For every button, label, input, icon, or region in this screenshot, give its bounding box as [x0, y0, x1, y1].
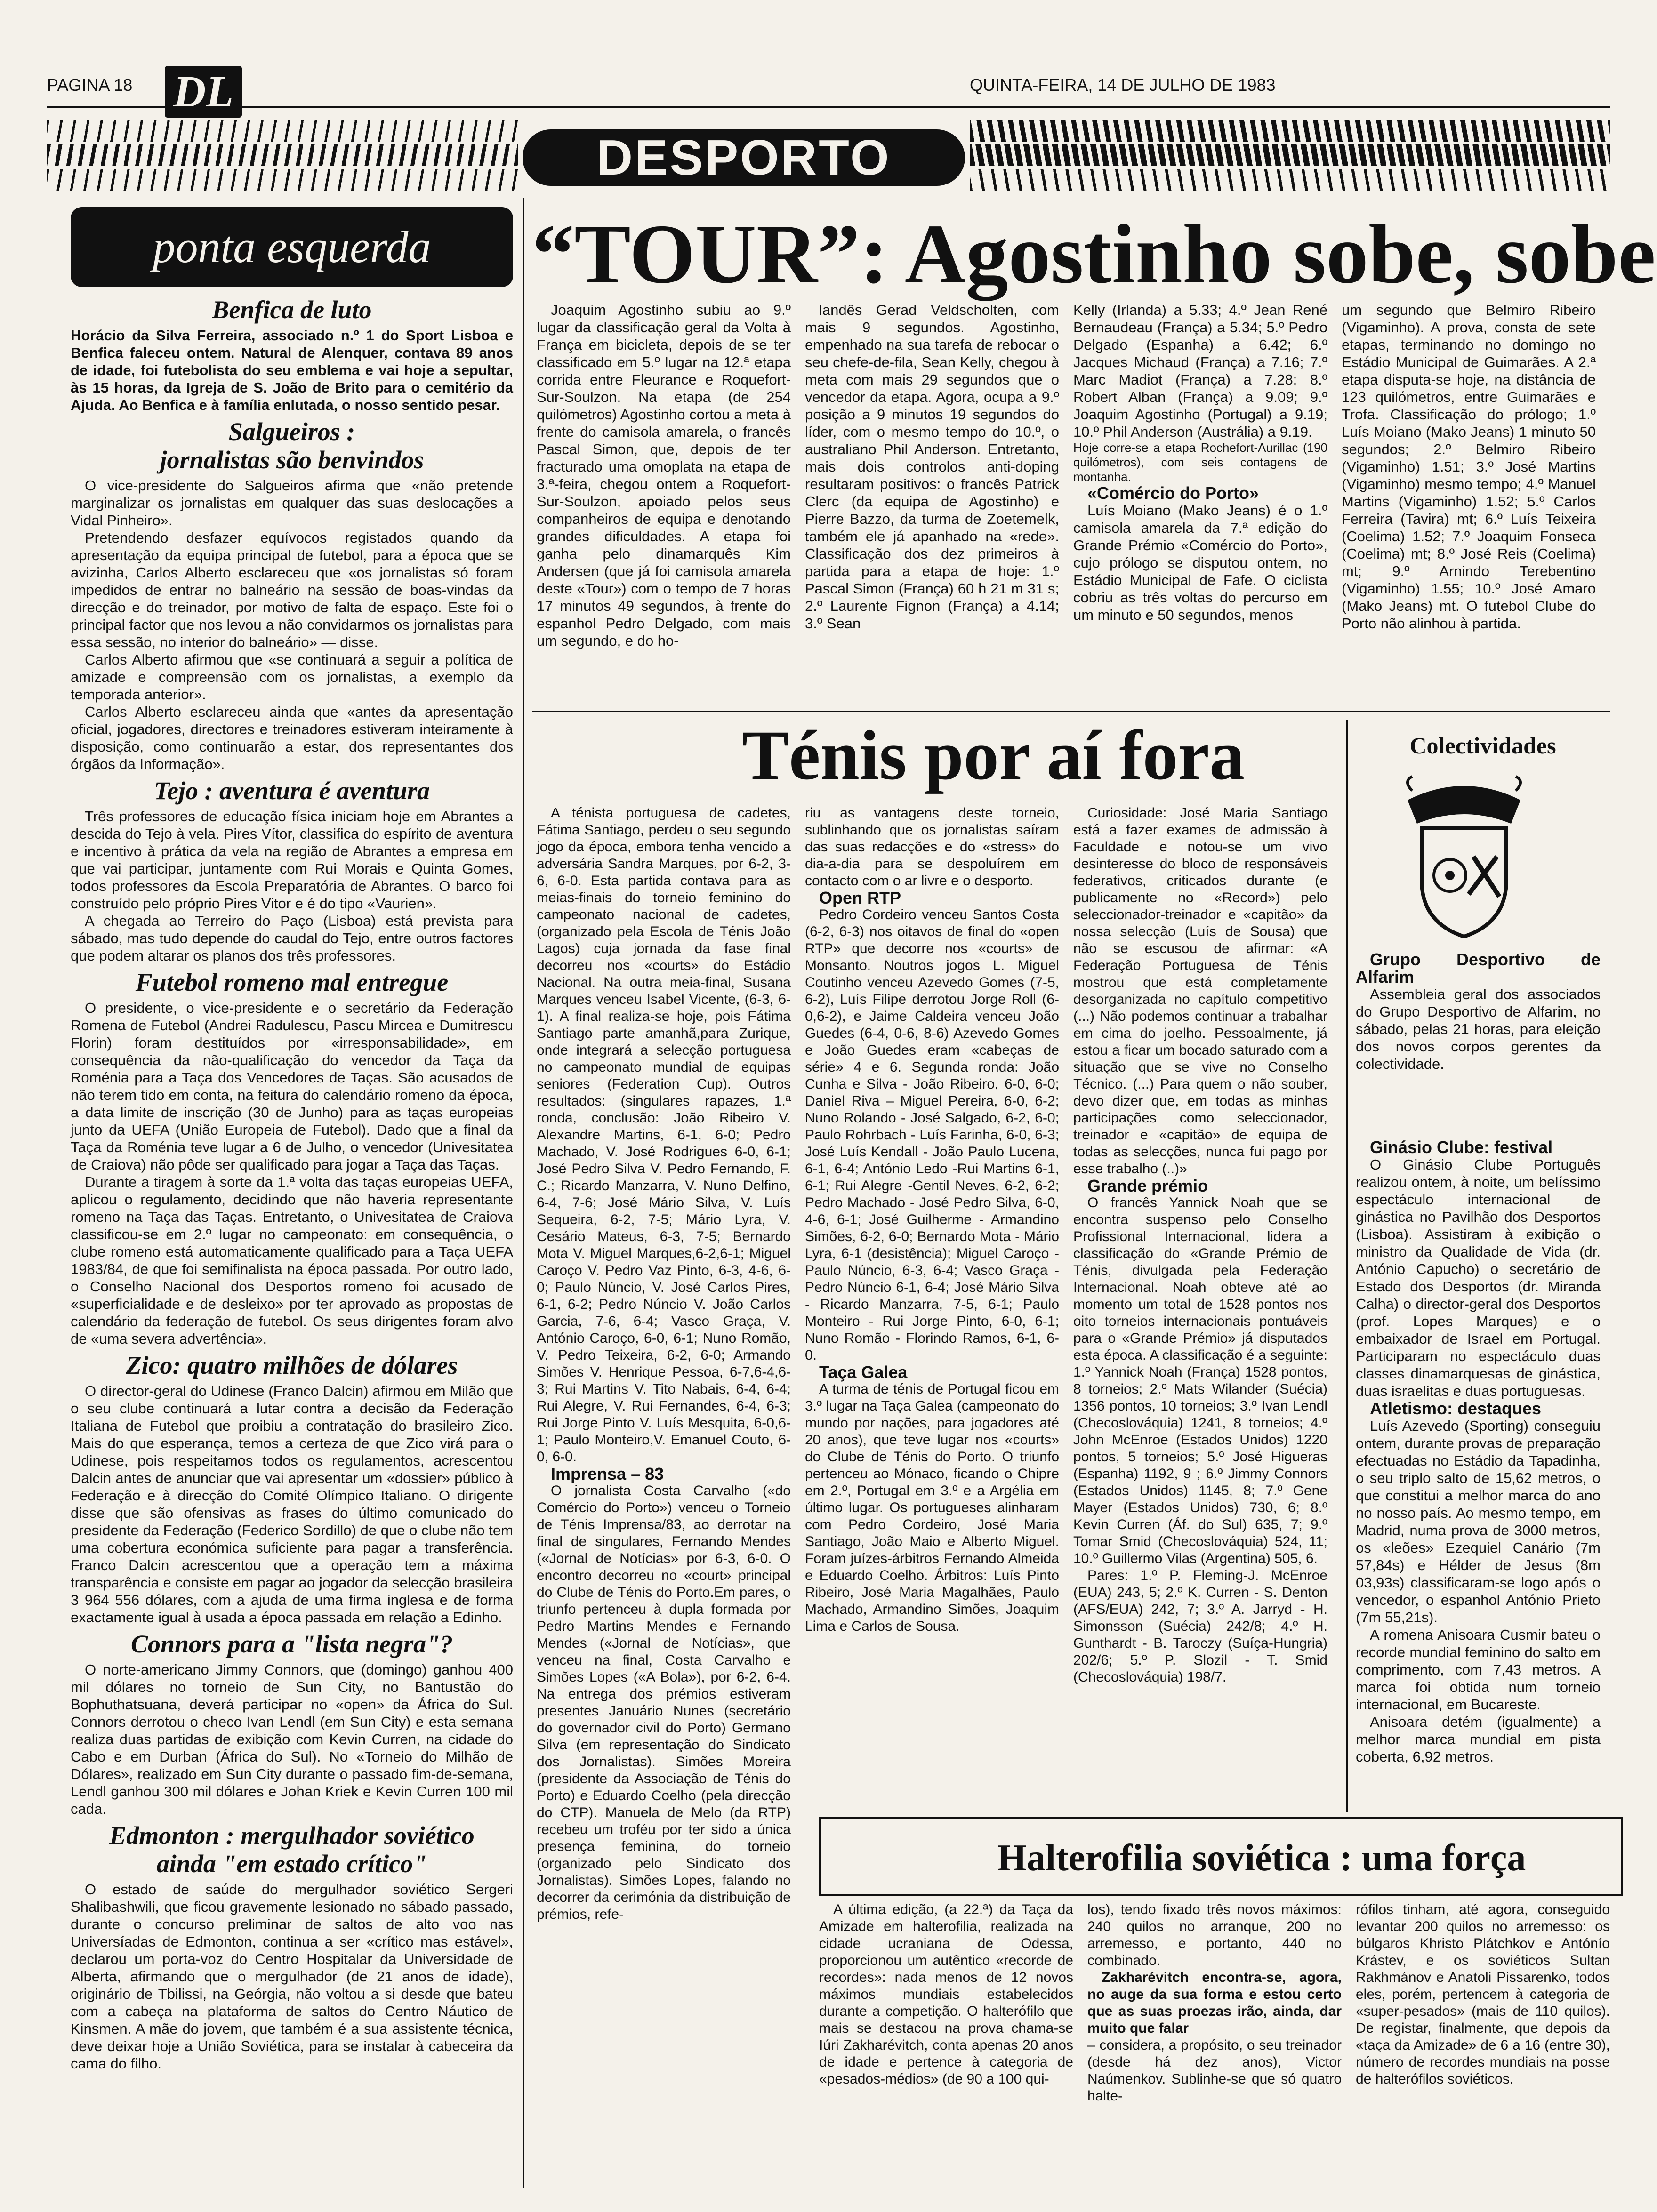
ginasio-subhead: Ginásio Clube: festival	[1370, 1138, 1553, 1157]
edmonton-headline-2: ainda "em estado crítico"	[156, 1850, 427, 1878]
page-number: PAGINA 18	[47, 75, 133, 95]
grande-premio-subhead: Grande prémio	[1087, 1176, 1208, 1195]
zico-p1: O director-geral do Udinese (Franco Dalcin) afirmou em Milão que o seu clube continuará a lutar contra a decisão da Federação Italiana de Futebol que proibiu a contratação do brasileiro Zico. Mais do que esperança, temos a certeza de que Zico virá para o Udinese, pois respeitamos todos os regulamentos, acrescentou Dalcin antes de anunciar que vai apresentar um «dossier» público à Federação e à direcção do Comité Olímpico Italiano. O dirigente disse que são ofensivas as frases do último comunicado do presidente da Federação (Federico Sordillo) de que o clube não tem uma cobertura económica suficiente para pagar a transferência. Franco Dalcin acrescentou que a operação tem a máxima transparência e consiste em pagar ao jogador da selecção brasileira 3 964 556 dólares, com a ajuda de uma firma inglesa e de forma exactamente igual à usada a época passada em relação a Edinho.	[71, 1383, 513, 1626]
atletismo-text-2: A romena Anisoara Cusmir bateu o recorde mundial feminino do salto em comprimento, com 7,43 metros. A marca foi obtida num torneio internacional, em Bucareste.	[1356, 1627, 1601, 1713]
atletismo-subhead: Atletismo: destaques	[1370, 1399, 1542, 1418]
halt-col-1-text: A última edição, (a 22.ª) da Taça da Amizade em halterofilia, realizada na cidade ucraniana de Odessa, proporcionou um autêntico «recorde de recordes»: nada menos de 12 novos máximos mundiais estabelecidos durante a competição. O halterófilo que mais se destacou na prova chama-se Iúri Zakharévitch, conta apenas 20 anos de idade e pertence à categoria de «pesados-médios» (de 90 a 100 qui-	[819, 1902, 1073, 2087]
tour-headline: “TOUR”: Agostinho sobe, sobe	[532, 207, 1656, 301]
left-column	[71, 292, 513, 2072]
tour-col-2-text: landês Gerad Veldscholten, com mais 9 segundos. Agostinho, empenhado na sua tarefa de rebocar o seu chefe-de-fila, Sean Kelly, chegou à meta com mais 29 segundos que o vencedor da etapa. Agora, ocupa a 9.º posição a 9 minutos 19 segundos do líder, com o mesmo tempo do 10.º, o australiano Phil Anderson. Entretanto, mais dois controlos anti-doping resultaram positivos: o francês Patrick Clerc (da equipa de Agostinho) e Pierre Bazzo, da turma de Zoetemelk, também ele já apanhado na «rede». Classificação dos dez primeiros à partida para a etapa de hoje: 1.º Pascal Simon (França) 60 h 21 m 31 s; 2.º Laurente Fignon (França) a 4.14; 3.º Sean	[805, 302, 1059, 632]
tenis-col-2	[805, 805, 1059, 1635]
salgueiros-p2: Pretendendo desfazer equívocos registados quando da apresentação da equipa principal de futebol, para a época que se avizinha, Carlos Alberto esclareceu que «os jornalistas só foram impedidos de entrar no balneário na sessão de boas-vindas da direcção e do treinador, por motivo de falta de espaço. Este foi o principal factor que nos levou a não convidarmos os jornalistas para essa sessão, no interior do balneário» — disse.	[71, 529, 513, 650]
zico-headline: Zico: quatro milhões de dólares	[126, 1351, 458, 1379]
halterofilia-headline: Halterofilia soviética : uma força	[997, 1837, 1526, 1879]
tenis-col-3	[1073, 805, 1327, 1686]
alfarim-text: Assembleia geral dos associados do Grupo Desportivo de Alfarim, no sábado, pelas 21 horas, para eleição dos novos corpos gerentes da colectividade.	[1356, 986, 1601, 1072]
tour-col-4-text: um segundo que Belmiro Ribeiro (Vigaminho). A prova, consta de sete etapas, terminando no domingo no Estádio Municipal de Guimarães. A 2.ª etapa disputa-se hoje, na distância de 123 quilómetros, entre Guimarães e Trofa. Classificação do prólogo; 1.º Luís Moiano (Mako Jeans) 1 minuto 50 segundos; 2.º Belmiro Ribeiro (Vigaminho) 1.51; 3.º José Martins (Vigaminho) mesmo tempo; 4.º Manuel Martins (Vigaminho) 1.52; 5.º Carlos Ferreira (Tavira) mt; 6.º Luís Teixeira (Coelima) 1.52; 7.º Joaquim Fonseca (Coelima) mt; 8.º José Reis (Coelima) mt; 9.º Arnindo Terebentino (Vigaminho) 1.55; 10.º José Amaro (Mako Jeans) mt. O futebol Clube do Porto não alinhou à partida.	[1342, 302, 1596, 632]
halt-col-1	[819, 1901, 1073, 2088]
tour-col-3-text-2: Luís Moiano (Mako Jeans) é o 1.º camisola amarela da 7.ª edição do Grande Prémio «Comércio do Porto», cujo prólogo se disputou ontem, no Estádio Municipal de Fafe. O ciclista cobriu as três voltas do percurso em um minuto e 50 segundos, menos	[1073, 502, 1327, 623]
club-crest-icon	[1393, 772, 1535, 941]
tenis-col-3-text-3: Pares: 1.º P. Fleming-J. McEnroe (EUA) 243, 5; 2.º K. Curren - S. Denton (AFS/EUA) 242, 7; 3.º A. Jarryd - H. Simonsson (Suécia) 242/8; 4.º H. Gunthardt - B. Taroczy (Suíça-Hungria) 202/6; 5.º P. Slozil - T. Smid (Checoslováquia) 198/7.	[1073, 1568, 1327, 1685]
halt-col-2-text-2: – considera, a propósito, o seu treinador (desde há dez anos), Victor Naúmenkov. Sublinhe-se que só quatro halte-	[1087, 2037, 1342, 2104]
halt-col-2-quote: Zakharévitch encontra-se, agora, no auge da sua forma e estou certo que as suas proezas irão, ainda, dar muito que falar	[1087, 1970, 1342, 2036]
section-banner: DESPORTO	[523, 129, 965, 186]
tejo-p1: Três professores de educação física iniciam hoje em Abrantes a descida do Tejo à vela. Pires Vítor, classifica do espírito de aventura e incentivo à prática da vela na região de Abrantes a empresa em que vai participar, juntamente com Rui Morais e Quinta Gomes, todos professores da Escola Preparatória de Abrantes. O barco foi construído pelo próprio Pires Vitor e é do tipo «Vaurien».	[71, 808, 513, 912]
tour-col-1	[537, 301, 791, 649]
halt-col-2	[1087, 1901, 1342, 2105]
halt-col-3	[1356, 1901, 1610, 2088]
salgueiros-headline: Salgueiros :	[228, 417, 355, 446]
taca-galea-subhead: Taça Galea	[819, 1362, 908, 1382]
salgueiros-p1: O vice-presidente do Salgueiros afirma que «não pretende marginalizar os jornalistas em qualquer das suas deslocações a Vidal Pinheiro».	[71, 477, 513, 529]
ginasio-text: O Ginásio Clube Português realizou ontem, à noite, um belíssimo espectáculo internacional de ginástica no Pavilhão dos Desportos (Lisboa). Assistiram à exibição o ministro da Qualidade de Vida (dr. António Capucho) o secretário de Estado dos Desportos (dr. Miranda Calha) o director-geral dos Desportos (prof. Lopes Marques) e o embaixador de Israel em Portugal. Participaram no espectáculo duas classes dinamarquesas de ginástica, duas israelitas e duas portuguesas.	[1356, 1156, 1601, 1399]
issue-date: QUINTA-FEIRA, 14 DE JULHO DE 1983	[970, 75, 1276, 95]
stripes-right	[970, 120, 1610, 191]
halt-col-2-text: los), tendo fixado três novos máximos: 240 quilos no arranque, 200 no arremesso, e portanto, 440 no combinado.	[1087, 1902, 1342, 1968]
halt-col-3-text: rófilos tinham, até agora, conseguido levantar 200 quilos no arremesso: os búlgaros Khristo Plátchkov e Antónío Krástev, e os soviéticos Sultan Rakhmánov e Anatoli Pissarenko, todos eles, porém, pertencem à categoria de «super-pesados» (mais de 110 quilos). De registar, finalmente, que depois da «taça da Amizade» de 6 a 16 (entre 30), número de recordes mundiais na posse de halterófilos soviéticos.	[1356, 1902, 1610, 2087]
benfica-headline: Benfica de luto	[212, 296, 372, 324]
tenis-col-3-text-2: O francês Yannick Noah que se encontra suspenso pelo Conselho Profissional Internacional, lidera a classificação do «Grande Prémio de Ténis, divulgada pela Federação Internacional. Noah obteve até ao momento um total de 1528 pontos nos oito torneios internacionais pontuáveis para o «Grande Prémio» já disputados esta época. A classificação é a seguinte: 1.º Yannick Noah (França) 1528 pontos, 8 torneios; 2.º Mats Wilander (Suécia) 1356 pontos, 10 torneios; 3.º Ivan Lendl (Checoslováquia) 1241, 8 torneios; 4.º John McEnroe (Estados Unidos) 1220 pontos, 5 torneios; 5.º José Higueras (Espanha) 1192, 9 ; 6.º Jimmy Connors (Estados Unidos) 1145, 8; 7.º Gene Mayer (Estados Unidos) 730, 6; 8.º Kevin Curren (Áf. do Sul) 635, 7; 9.º Tomar Smid (Checoslováquia) 524, 11; 10.º Guillermo Vilas (Argentina) 505, 6.	[1073, 1195, 1327, 1566]
salgueiros-p3: Carlos Alberto afirmou que «se continuará a seguir a política de amizade e compreensão com os jornalistas, a exemplo da temporada anterior».	[71, 651, 513, 703]
header-rule	[47, 106, 1610, 108]
atletismo-text: Luís Azevedo (Sporting) conseguiu ontem, durante provas de preparação efectuadas no Estádio da Tapadinha, o seu triplo salto de 15,62 metros, o que constitui a melhor marca do ano no nosso país. Ao mesmo tempo, em Madrid, numa prova de 3000 metros, os «leões» Ezequiel Canário (7m 57,84s) e Hélder de Jesus (8m 03,93s) classificaram-se logo após o vencedor, o espanhol António Prieto (7m 55,21s).	[1356, 1418, 1601, 1626]
tour-col-2	[805, 301, 1059, 632]
tenis-col-3-text: Curiosidade: José Maria Santiago está a fazer exames de admissão à Faculdade e notou-se um vivo desinteresse do bloco de responsáveis federativos, criticados durante (e publicamente no «Record») pelo seleccionador-treinador e «capitão» da nossa selecção (Luís de Sousa) que não se escusou de afirmar: «A Federação Portuguesa de Ténis mostrou que está completamente desorganizada no capítulo competitivo (...) Não podemos continuar a trabalhar em cima do joelho. Pessoalmente, já estou a ficar um bocado saturado com a situação que se vive no Conselho Técnico. (...) Para quem o não souber, devo dizer que, em todas as minhas participações como seleccionador, treinador e «capitão» de equipa de todas as selecções, nunca fui pago por esse trabalho (..)»	[1073, 805, 1327, 1177]
tenis-col-1	[537, 805, 791, 1923]
connors-p1: O norte-americano Jimmy Connors, que (domingo) ganhou 400 mil dólares no torneio de Sun City, no Bantustão do Bophuthatsuana, deverá participar no «open» da África do Sul. Connors derrotou o checo Ivan Lendl (em Sun City) e esta semana realiza duas partidas de exibição com Kevin Curren, na cidade do Cabo e em Durban (África do Sul). No «Torneio do Milhão de Dólares», realizado em Sun City durante o passado fim-de-semana, Lendl ganhou 300 mil dólares e Johan Kriek e Kevin Curren 100 mil cada.	[71, 1661, 513, 1817]
colectividades-divider	[1346, 720, 1348, 1812]
stripes-left	[47, 120, 518, 191]
tenis-col-1-text: A ténista portuguesa de cadetes, Fátima Santiago, perdeu o seu segundo jogo da época, embora tenha vencido a adversária Sandra Marques, por 6-2, 3-6, 6-0. Esta partida contava para as meias-finais do torneio feminino do campeonato nacional de cadetes, (organizado pela Escola de Ténis João Lagos) cuja jornada da fase final decorreu nos «courts» do Estádio Nacional. Na outra meia-final, Susana Marques venceu Isabel Vicente, (6-3, 6-1). A final realiza-se hoje, pois Fátima Santiago parte amanhã,para Zurique, onde integrará a selecção portuguesa no campeonato mundial de equipas seniores (Federation Cup). Outros resultados: (singulares rapazes, 1.ª ronda, conclusão: João Ribeiro V. Alexandre Martins, 6-1, 6-0; Pedro Machado, V. José Rodrigues 6-0, 6-1; José Pedro Silva V. Pedro Fernando, F. C.; Ricardo Manzarra, V. Nuno Delfino, 6-4, 7-6; José Mário Silva, V. Luís Sequeira, 6-2, 7-5; Mário Lyra, V. Cesário Mateus, 6-3, 7-5; Bernardo Mota V. Miguel Marques,6-2,6-1; Miguel Caroço V. Pedro Vaz Pinto, 6-3, 4-6, 6-0; Paulo Núncio, V. José Carlos Pires, 6-1, 6-2; Pedro Núncio V. João Carlos Garcia, 7-6, 6-4; Vasco Graça, V. António Caroço, 6-0, 6-1; Nuno Romão, V. Pedro Teixeira, 6-2, 6-0; Armando Simões V. Henrique Pessoa, 6-7,6-4,6-3; Rui Martins V. Tito Nabais, 6-4, 6-4; Rui Alegre, V. Rui Fernandes, 6-4, 6-3; Rui Jorge Pinto V. Luís Mesquita, 6-0,6-1; Paulo Monteiro,V. Emanuel Couto, 6-0, 6-0.	[537, 805, 791, 1465]
tenis-col-1-text-2: O jornalista Costa Carvalho («do Comércio do Porto») venceu o Torneio de Ténis Imprensa/83, ao derrotar na final de singulares, Fernando Mendes («Jornal de Notícias» por 6-3, 6-0. O encontro decorreu no «court» principal do Clube de Ténis do Porto.Em pares, o triunfo pertenceu à dupla formada por Pedro Martins Mendes e Fernando Mendes («Jornal de Notícias», que venceu na final, Costa Carvalho e Simões Lopes («A Bola»), por 6-2, 6-4. Na entrega dos prémios estiveram presentes Januário Nunes (secretário do governador civil do Porto) Germano Silva (em representação do Sindicato dos Jornalistas). Simões Moreira (presidente da Associação de Ténis do Porto) e Eduardo Coelho (pela direcção do CTP). Manuela de Melo (da RTP) recebeu um troféu por ter sido a única presença feminina, do torneio (organizado pelo Sindicato dos Jornalistas). Simões Lopes, falando no decorrer da cerimónia da distribuição de prémios, refe-	[537, 1483, 791, 1922]
tenis-col-2-text: riu as vantagens deste torneio, sublinhando que os jornalistas saíram das suas redacções e do «stress» do dia-a-dia para se despoluírem em contacto com o ar livre e o desporto.	[805, 805, 1059, 889]
column-divider	[523, 198, 524, 2188]
tour-col-1-text: Joaquim Agostinho subiu ao 9.º lugar da classificação geral da Volta à França em bicicleta, depois de se ter classificado em 5.º lugar na 12.ª etapa corrida entre Fleurance e Roquefort-Sur-Soulzon. Na etapa (de 254 quilómetros) Agostinho cortou a meta à frente do camisola amarela, o francês Pascal Simon, que, depois de ter fracturado uma omoplata na etapa de 3.ª-feira, chegou ontem a Roquefort-Sur-Soulzon, apoiado pelos seus companheiros de equipa e denotando grandes dificuldades. A etapa foi ganha pelo dinamarquês Kim Andersen (que já foi camisola amarela deste «Tour») com o tempo de 7 horas 17 minutos 49 segundos, à frente do espanhol Pedro Delgado, com mais um segundo, e do ho-	[537, 302, 791, 649]
romeno-p2: Durante a tiragem à sorte da 1.ª volta das taças europeias UEFA, aplicou o regulamento, decidindo que não haveria representante romeno na Taça das Taças. Entretanto, o Univesitatea de Craiova classificou-se em 2.º lugar no campeonato: em consequência, o clube romeno está automaticamente qualificado para a Taça UEFA 1983/84, de que foi semifinalista na época passada. Por outro lado, o Conselho Nacional dos Desportos romeno foi acusado de «superficialidade e de desleixo» por ter aprovado as propostas de calendário da federação de futebol. Os seus dirigentes foram alvo de «uma severa advertência».	[71, 1174, 513, 1347]
atletismo-text-3: Anisoara detém (igualmente) a melhor marca mundial em pista coberta, 6,92 metros.	[1356, 1714, 1601, 1765]
connors-headline: Connors para a "lista negra"?	[130, 1630, 453, 1658]
tejo-headline: Tejo : aventura é aventura	[154, 777, 430, 805]
tour-col-3	[1073, 301, 1327, 624]
tour-bottom-rule	[532, 711, 1610, 712]
tenis-col-2-text-2: Pedro Cordeiro venceu Santos Costa (6-2, 6-3) nos oitavos de final do «open RTP» que decorre nos «courts» de Monsanto. Noutros jogos L. Miguel Coutinho venceu Azevedo Gomes (7-5, 6-2), Luís Filipe derrotou Jorge Roll (6-0,6-2), e Jaime Caldeira venceu João Guedes (6-4, 0-6, 8-6) Azevedo Gomes e João Guedes eram «cabeças de série» 4 e 6. Segunda ronda: João Cunha e Silva - João Ribeiro, 6-0, 6-0; Daniel Riva – Miguel Pereira, 6-0, 6-2; Nuno Rolando - José Salgado, 6-2, 6-0; Paulo Rohrbach - Luís Farinha, 6-0, 6-3; José Luís Kendall - João Paulo Lucena, 6-1, 6-4; António Ledo -Rui Martins 6-1, 6-1; Rui Alegre -Gentil Neves, 6-2, 6-2; Pedro Machado - José Pedro Silva, 6-0, 4-6, 6-1; José Guilherme - Armandino Simões, 6-2, 6-0; Bernardo Mota - Mário Lyra, 6-1 (desistência); Miguel Caroço - Paulo Núncio, 6-3, 6-4; Vasco Graça -Pedro Núncio 6-1, 6-4; José Mário Silva - Ricardo Manzarra, 7-5, 6-1; Paulo Monteiro - Rui Jorge Pinto, 6-0, 6-1; Nuno Romão - Florindo Ramos, 6-1, 6-0.	[805, 907, 1059, 1363]
salgueiros-headline-2: jornalistas são benvindos	[160, 446, 424, 474]
colectividades-title: Colectividades	[1409, 732, 1556, 759]
edmonton-headline: Edmonton : mergulhador soviético	[109, 1821, 475, 1850]
newspaper-logo: DL	[165, 66, 242, 118]
salgueiros-p4: Carlos Alberto esclareceu ainda que «antes da apresentação oficial, jogadores, directores e treinadores estiveram inteiramente à disposição, como continuarão a estar, dos representantes dos órgãos da Informação».	[71, 704, 513, 772]
imprensa-subhead: Imprensa – 83	[551, 1464, 664, 1483]
tour-col-3-note: Hoje corre-se a etapa Rochefort-Aurillac (190 quilómetros), com seis contagens de montanha.	[1073, 441, 1327, 484]
tour-col-3-text: Kelly (Irlanda) a 5.33; 4.º Jean René Bernaudeau (França) a 5.34; 5.º Pedro Delgado (Espanha) a 6.42; 6.º Jacques Michaud (França) a 7.16; 7.º Marc Madiot (França) a 7.28; 8.º Robert Alban (França) a 9.09; 9.º Joaquim Agostinho (Portugal) a 9.19; 10.º Phil Anderson (Austrália) a 9.19.	[1073, 302, 1327, 440]
column-banner: ponta esquerda	[71, 207, 513, 287]
tenis-headline: Ténis por aí fora	[741, 716, 1245, 794]
colectividades-column	[1356, 951, 1601, 1765]
alfarim-subhead: Grupo Desportivo de Alfarim	[1356, 950, 1601, 986]
tour-subhead: «Comércio do Porto»	[1087, 483, 1259, 503]
tour-col-4	[1342, 301, 1596, 632]
tejo-p2: A chegada ao Terreiro do Paço (Lisboa) está prevista para sábado, mas tudo depende do caudal do Tejo, entre outros factores que podem altarar os planos dos três professores.	[71, 913, 513, 964]
open-rtp-subhead: Open RTP	[819, 888, 901, 907]
tenis-col-2-text-3: A turma de ténis de Portugal ficou em 3.º lugar na Taça Galea (campeonato do mundo por nações, para jogadores até 20 anos), que teve lugar nos «courts» do Clube de Ténis do Porto. O triunfo pertenceu ao Mónaco, ficando o Chipre em 2.º, Portugal em 3.º e a Argélia em último lugar. Os portugueses alinharam com Pedro Cordeiro, José Maria Santiago, João Maio e Alberto Miguel. Foram juízes-árbitros Fernando Almeida e Eduardo Coelho. Árbitros: Luís Pinto Ribeiro, José Maria Magalhães, Paulo Machado, Armandino Simões, Joaquim Lima e Carlos de Sousa.	[805, 1381, 1059, 1634]
benfica-text: Horácio da Silva Ferreira, associado n.º 1 do Sport Lisboa e Benfica faleceu ontem. Natural de Alenquer, contava 89 anos de idade, foi futebolista do seu emblema e vai hoje a sepultar, às 15 horas, da Igreja de S. João de Brito para o cemitério da Ajuda. Ao Benfica e à família enlutada, o nosso sentido pesar.	[71, 327, 513, 413]
romeno-headline: Futebol romeno mal entregue	[135, 968, 449, 996]
edmonton-p1: O estado de saúde do mergulhador soviético Sergeri Shalibashwili, que ficou gravemente lesionado no sábado passado, durante o concurso preliminar de saltos de alto voo nas Universíadas de Edmonton, continua a ser «crítico mas estável», declarou um porta-voz do Centro Hospitalar da Universidade de Alberta, afirmando que o mergulhador (de 21 anos de idade), originário de Tbilissi, na Geórgia, não voltou a si desde que bateu com a cabeça na plataforma de saltos do Centro Náutico de Kinsmen. A mãe do jovem, que também é a sua assistente técnica, deve deixar hoje a União Soviética, para se instalar à cabeceira da cama do filho.	[71, 1881, 513, 2072]
romeno-p1: O presidente, o vice-presidente e o secretário da Federação Romena de Futebol (Andrei Radulescu, Pascu Mircea e Dumitrescu Florin) foram destituídos por «irresponsabilidade», em consequência da não-qualificação do vencedor da Taça da Roménia para a Taça dos Vencedores de Taças. São acusados de não terem tido em conta, na feitura do calendário romeno da época, a data limite de inscrição (30 de Junho) para as taças europeias junto da UEFA (União Europeia de Futebol). Dado que a final da Taça da Roménia teve lugar a 6 de Julho, o vencedor (Univesitatea de Craiova) não pôde ser qualificado para jogar a Taça das Taças.	[71, 1000, 513, 1173]
